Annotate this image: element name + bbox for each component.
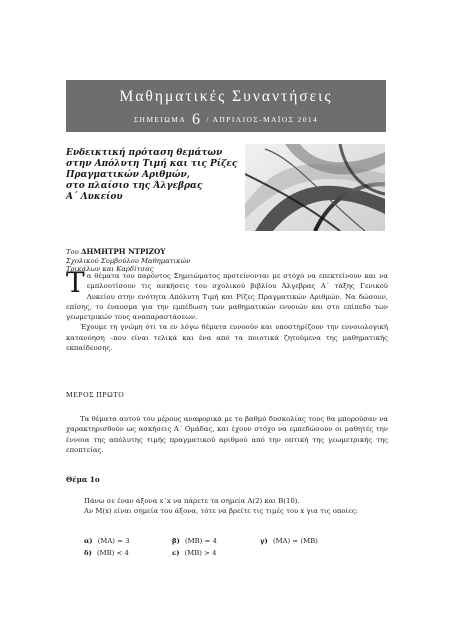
option-c: γ) (ΜΑ) = (ΜΒ) bbox=[260, 537, 318, 545]
issue-number: 6 bbox=[192, 111, 201, 128]
author-prefix: Του bbox=[66, 248, 79, 256]
author-line bbox=[66, 248, 256, 257]
section-paragraph: Τα θέματα αυτού του μέρους αναφορικά με το βαθμό δυσκολίας τους θα μπορούσαν να χαρακτηρισθούν ως ασκήσεις Α΄ Ομάδας, και έχουν στόχο να εμπεδώσουν οι μαθητές την έννοια της απόλυτης τιμής πραγματικού αριθμού από την οπτική της γεωμετρικής της εποπτείας. bbox=[66, 415, 388, 454]
option-b: β) (ΜΒ) = 4 bbox=[172, 537, 217, 545]
issue-banner bbox=[66, 80, 386, 132]
theme-heading: Θέμα 1ο bbox=[66, 475, 100, 484]
option-d: δ) (ΜΒ) < 4 bbox=[84, 549, 129, 557]
issue-label: ΣΗΜΕΙΩΜΑ bbox=[133, 115, 186, 124]
problem-statement bbox=[84, 496, 384, 517]
author-block bbox=[66, 248, 256, 274]
author-role: Σχολικού Συμβούλου Μαθηματικών bbox=[66, 256, 191, 265]
article-title bbox=[66, 148, 241, 203]
intro-paragraph-2: Έχουμε τη γνώμη ότι τα εν λόγω θέματα ευνοούν και υποστηρίζουν την εννοιολογική κατανόηση –που είναι τελικά και ένα από τα ποιοτικά ζητούμενα της μαθηματικής εκπαίδευσης. bbox=[66, 323, 388, 353]
issue-line bbox=[66, 111, 386, 129]
title-line: Α΄ Λυκείου bbox=[66, 192, 123, 202]
answer-options bbox=[84, 536, 384, 558]
problem-line-1: Πάνω σε έναν άξονα x΄x να πάρετε τα σημεία Α(2) και Β(10). bbox=[84, 497, 300, 505]
title-line: Ενδεικτική πρόταση θεμάτων bbox=[66, 148, 223, 158]
author-name: ΔΗΜΗΤΡΗ ΝΤΡΙΖΟΥ bbox=[80, 247, 166, 256]
abstract-illustration bbox=[245, 144, 385, 231]
problem-line-2: Αν Μ(x) είναι σημεία του άξονα, τότε να βρείτε τις τιμές του x για τις οποίες: bbox=[84, 507, 358, 516]
section-heading: ΜΕΡΟΣ ΠΡΩΤΟ bbox=[66, 390, 125, 399]
issue-date: / ΑΠΡΙΛΙΟΣ-ΜΑΪΟΣ 2014 bbox=[206, 115, 319, 124]
option-e: ε) (ΜΒ) > 4 bbox=[172, 549, 217, 557]
author-region: Τρικάλων και Καρδίτσας bbox=[66, 265, 154, 274]
magazine-title: Μαθηματικές Συναντήσεις bbox=[119, 88, 333, 105]
option-a: α) (ΜΑ) = 3 bbox=[84, 537, 130, 545]
title-line: στο πλαίσιο της Άλγεβρας bbox=[66, 181, 203, 191]
title-line: στην Απόλυτη Τιμή και τις Ρίζες bbox=[66, 159, 238, 169]
intro-paragraph-1: α θέματα του παρόντος Σημειώματος προτείνονται με στόχο να επεκτείνουν και να εμπλουτίσουν τις ασκήσεις του σχολικού βιβλίου Άλγεβρας Α΄ τάξης Γενικού Λυκείου στην ενότητα Απόλυτη Τιμή και Ρίζες Πραγματικών Αριθμών. Να δώσουν, επίσης, το έναυσμα για την εμπέδωση των μαθηματικών εννοιών και στο επίπεδο των γεωμετρικών τους αναπαραστάσεων. bbox=[66, 272, 388, 322]
drop-cap: Τ bbox=[66, 266, 85, 299]
title-line: Πραγματικών Αριθμών, bbox=[66, 170, 190, 180]
